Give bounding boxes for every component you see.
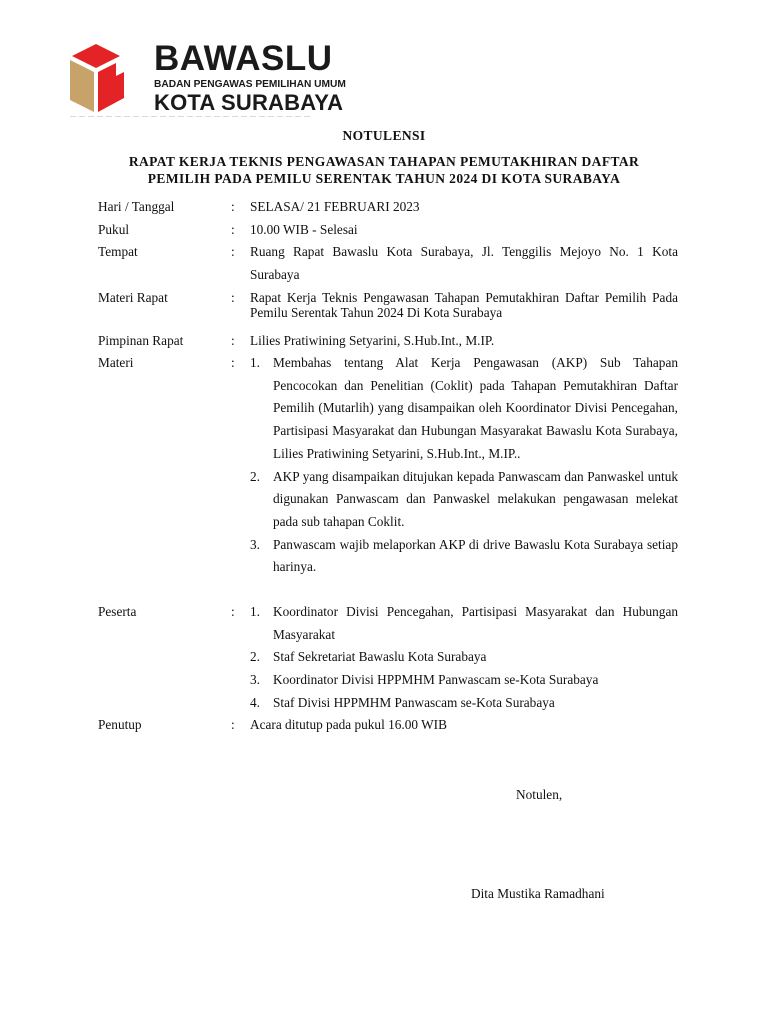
- list-item-number: 1.: [250, 604, 260, 619]
- list-item-text: Membahas tentang Alat Kerja Pengawasan (AKP) Sub Tahapan Pencocokan dan Penelitian (Coklit) pada Tahapan Pemutakhiran Daftar Pemilih (Mutarlih) yang disampaikan oleh Koordinator Divisi Pencegahan, Partisipasi Masyarakat dan Hubungan Masyarakat Bawaslu Kota Surabaya, Lilies Pratiwining Setyarini, S.Hub.Int., M.IP..: [273, 355, 678, 461]
- list-item-text: Koordinator Divisi Pencegahan, Partisipasi Masyarakat dan Hubungan Masyarakat: [273, 604, 678, 642]
- list-item-text: AKP yang disampaikan ditujukan kepada Panwascam dan Panwaskel untuk digunakan Panwascam dan Panwaskel melakukan pengawasan melekat pada sub tahapan Coklit.: [273, 468, 678, 529]
- document-heading: NOTULENSI: [342, 128, 426, 143]
- signature-role: Notulen,: [516, 787, 563, 802]
- bawaslu-box-logo-icon: [70, 42, 146, 114]
- materi-list: [250, 352, 678, 579]
- list-item: [250, 352, 678, 466]
- list-item-number: 3.: [250, 536, 260, 552]
- list-item-text: Staf Sekretariat Bawaslu Kota Surabaya: [273, 649, 487, 665]
- list-item-number: 2.: [250, 649, 260, 665]
- field-label: Pimpinan Rapat: [98, 333, 184, 348]
- field-value-penutup: Acara ditutup pada pukul 16.00 WIB: [250, 717, 447, 732]
- field-label: Hari / Tanggal: [98, 199, 175, 214]
- field-label: Materi: [98, 355, 134, 370]
- list-item: [250, 534, 678, 579]
- list-item: [250, 692, 678, 715]
- field-separator: :: [231, 355, 235, 370]
- field-separator: :: [231, 222, 235, 237]
- org-name: BAWASLU: [154, 39, 333, 78]
- field-separator: :: [231, 244, 235, 259]
- document-title-line-2: PEMILIH PADA PEMILU SERENTAK TAHUN 2024 DI KOTA SURABAYA: [147, 171, 621, 186]
- field-value-materi-rapat: Rapat Kerja Teknis Pengawasan Tahapan Pemutakhiran Daftar Pemilih Pada Pemilu Serentak Tahun 2024 Di Kota Surabaya: [250, 290, 678, 320]
- list-item: [250, 669, 678, 692]
- list-item-number: 3.: [250, 672, 260, 688]
- org-city: KOTA SURABAYA: [154, 90, 344, 115]
- signature-name: Dita Mustika Ramadhani: [471, 886, 605, 901]
- field-separator: :: [231, 717, 235, 732]
- field-separator: :: [231, 604, 235, 619]
- list-item-text: Koordinator Divisi HPPMHM Panwascam se-Kota Surabaya: [273, 672, 599, 688]
- field-label: Tempat: [98, 244, 138, 259]
- field-label: Peserta: [98, 604, 137, 619]
- document-title-line-1: RAPAT KERJA TEKNIS PENGAWASAN TAHAPAN PEMUTAKHIRAN DAFTAR: [128, 154, 640, 169]
- header-logo-text: [154, 39, 346, 115]
- peserta-list: [250, 601, 678, 715]
- org-subtitle: BADAN PENGAWAS PEMILIHAN UMUM: [154, 79, 346, 90]
- list-item-number: 1.: [250, 355, 260, 370]
- field-label: Penutup: [98, 717, 142, 732]
- field-value-tempat: Ruang Rapat Bawaslu Kota Surabaya, Jl. Tenggilis Mejoyo No. 1 Kota Surabaya: [250, 244, 678, 282]
- list-item-text: Staf Divisi HPPMHM Panwascam se-Kota Surabaya: [273, 694, 555, 710]
- field-separator: :: [231, 290, 235, 305]
- list-item-number: 2.: [250, 468, 260, 484]
- list-item: [250, 601, 678, 646]
- field-separator: :: [231, 199, 235, 214]
- header-logo: [70, 39, 370, 115]
- field-value-hari: SELASA/ 21 FEBRUARI 2023: [250, 199, 420, 214]
- list-item: [250, 646, 678, 669]
- field-separator: :: [231, 333, 235, 348]
- document-title: [0, 153, 768, 187]
- list-item: [250, 466, 678, 534]
- field-value-pimpinan: Lilies Pratiwining Setyarini, S.Hub.Int., M.IP.: [250, 333, 495, 348]
- list-item-text: Panwascam wajib melaporkan AKP di drive Bawaslu Kota Surabaya setiap harinya.: [273, 536, 678, 575]
- field-label: Pukul: [98, 222, 130, 237]
- field-label: Materi Rapat: [98, 290, 168, 305]
- field-value-pukul: 10.00 WIB - Selesai: [250, 222, 358, 237]
- list-item-number: 4.: [250, 694, 260, 710]
- header-divider: [70, 116, 310, 117]
